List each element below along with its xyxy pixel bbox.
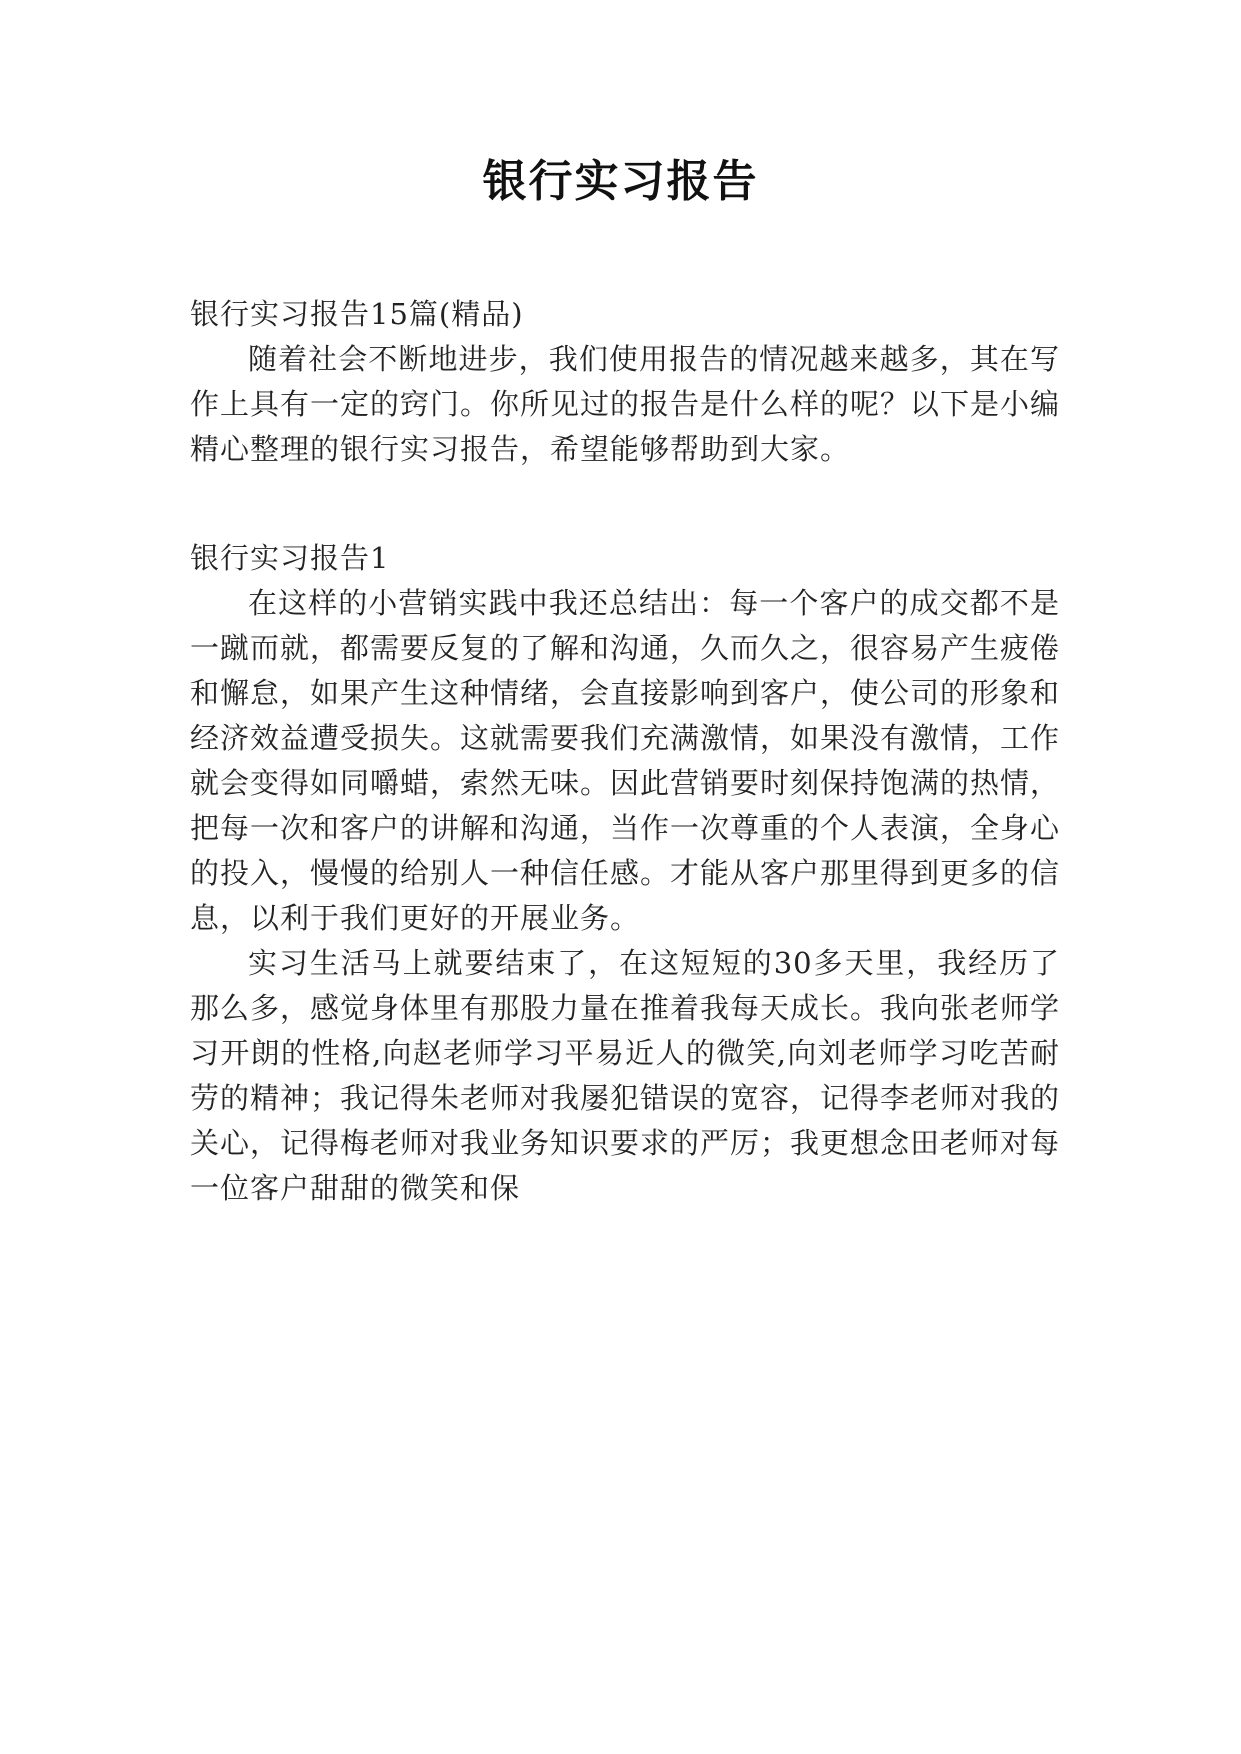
document-title: 银行实习报告 bbox=[482, 156, 759, 207]
section-paragraph: 实习生活马上就要结束了，在这短短的30多天里，我经历了那么多，感觉身体里有那股力量在推着我每天成长。我向张老师学习开朗的性格,向赵老师学习平易近人的微笑,向刘老师学习吃苦耐劳的精神；我记得朱老师对我屡犯错误的宽容，记得李老师对我的关心，记得梅老师对我业务知识要求的严厉；我更想念田老师对每一位客户甜甜的微笑和保 bbox=[190, 946, 1061, 1205]
section-heading: 银行实习报告1 bbox=[190, 541, 390, 575]
intro-heading: 银行实习报告15篇(精品) bbox=[190, 297, 524, 331]
intro-paragraph: 随着社会不断地进步，我们使用报告的情况越来越多，其在写作上具有一定的窍门。你所见过的报告是什么样的呢？以下是小编精心整理的银行实习报告，希望能够帮助到大家。 bbox=[190, 342, 1061, 466]
section-paragraph: 在这样的小营销实践中我还总结出：每一个客户的成交都不是一蹴而就，都需要反复的了解和沟通，久而久之，很容易产生疲倦和懈怠，如果产生这种情绪，会直接影响到客户，使公司的形象和经济效益遭受损失。这就需要我们充满激情，如果没有激情，工作就会变得如同嚼蜡，索然无味。因此营销要时刻保持饱满的热情，把每一次和客户的讲解和沟通，当作一次尊重的个人表演，全身心的投入，慢慢的给别人一种信任感。才能从客户那里得到更多的信息，以利于我们更好的开展业务。 bbox=[190, 586, 1061, 935]
document-body bbox=[190, 292, 1060, 1211]
